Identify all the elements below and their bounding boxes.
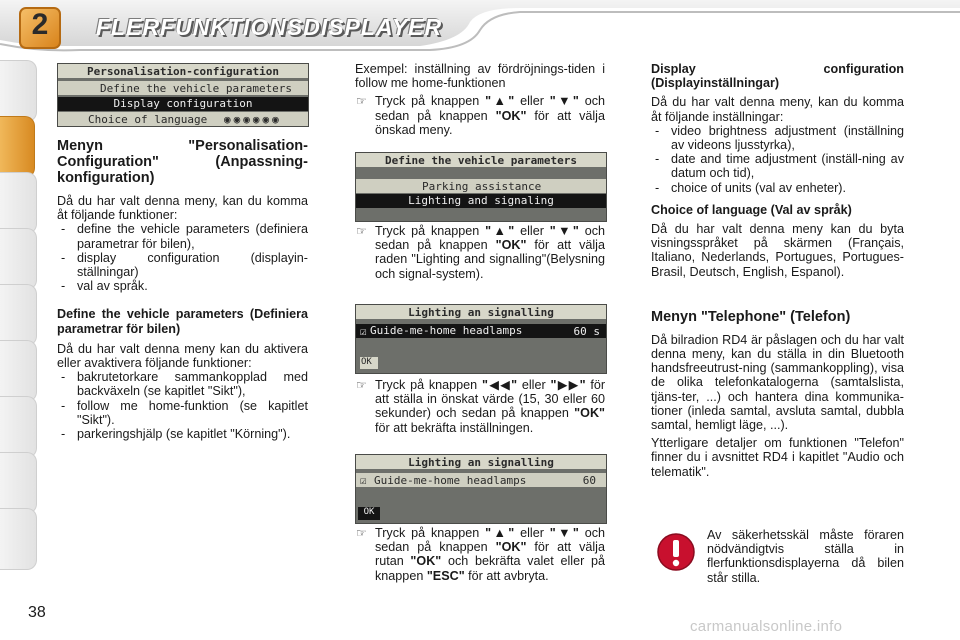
paragraph: Då du har valt denna meny kan du aktivera eller avaktivera följande funktioner: bbox=[57, 341, 308, 371]
paragraph: Då bilradion RD4 är påslagen och du har valt denna meny, kan du ställa in din Bluetooth handsfreeutrust-ning (sammankoppling), visa de olika telefonkatalogerna (samtalslista, tjäns-ter, ...) och hantera dina kommunika-tioner (inleda samtal, avsluta samtal, dubbla samtal, hemligt läge, ...). bbox=[651, 332, 904, 433]
step-4: ☞ Tryck på knappen "▲" eller "▼" och sedan på knappen "OK" för att välja rutan "OK" och bekräfta valet eller på knappen "ESC" för att avbryta. bbox=[356, 526, 606, 583]
list-item: - define the vehicle parameters (definiera parametrar för bilen), bbox=[57, 222, 308, 250]
lcd-value: 60 bbox=[582, 474, 596, 487]
lcd-title: Lighting an signalling bbox=[408, 456, 554, 469]
sub-heading: Choice of language (Val av språk) bbox=[651, 202, 852, 217]
step-1: ☞ Tryck på knappen "▲" eller "▼" och sedan på knappen "OK" för att välja önskad meny. bbox=[356, 94, 606, 137]
section-heading: Menyn "Telephone" (Telefon) bbox=[651, 308, 851, 325]
list-item: - bakrutetorkare sammankopplad med backväxeln (se kapitlet "Sikt"), bbox=[57, 370, 308, 398]
column-2-intro bbox=[355, 62, 605, 137]
side-tab[interactable] bbox=[0, 284, 37, 346]
paragraph: Ytterligare detaljer om funktionen "Telefon" finner du i avsnittet RD4 i kapitlet "Audio och telematik". bbox=[651, 436, 904, 479]
lcd-ok-box: OK bbox=[361, 357, 372, 367]
side-tab[interactable] bbox=[0, 172, 37, 234]
lcd-lighting-selected bbox=[355, 304, 607, 374]
lcd-ok-box-selected: OK bbox=[358, 507, 380, 520]
page-number: 38 bbox=[28, 604, 46, 621]
pointing-hand-icon: ☞ bbox=[356, 94, 367, 109]
side-tab[interactable] bbox=[0, 508, 37, 570]
side-tab[interactable] bbox=[0, 396, 37, 458]
column-2-step-4 bbox=[355, 526, 605, 583]
paragraph: Då du har valt denna meny, kan du komma åt följande inställningar: bbox=[651, 95, 904, 124]
step-2: ☞ Tryck på knappen "▲" eller "▼" och sedan på knappen "OK" för att välja raden "Lighting and signalling"(Belysning och signal-system). bbox=[356, 224, 606, 281]
sub-heading: Define the vehicle parameters (Definiera parametrar för bilen) bbox=[57, 307, 308, 336]
list-item: - val av språk. bbox=[57, 279, 308, 293]
lcd-item: Parking assistance bbox=[422, 180, 542, 193]
lcd-title: Lighting an signalling bbox=[408, 306, 554, 319]
lcd-item: Choice of language bbox=[88, 113, 208, 126]
lcd-title: Define the vehicle parameters bbox=[384, 154, 578, 167]
side-tab-active[interactable] bbox=[0, 116, 35, 178]
side-tab[interactable] bbox=[0, 228, 37, 290]
lcd-value: 60 s bbox=[573, 325, 600, 338]
lcd-selected-item: Display configuration bbox=[58, 97, 308, 111]
list-item: - choice of units (val av enheter). bbox=[651, 181, 904, 195]
pointing-hand-icon: ☞ bbox=[356, 526, 367, 540]
lcd-title: Personalisation-configuration bbox=[86, 65, 280, 78]
lcd-vehicle-parameters bbox=[355, 152, 607, 222]
paragraph: Då du har valt denna meny, kan du komma åt följande funktioner: bbox=[57, 194, 308, 223]
side-tab[interactable] bbox=[0, 340, 37, 402]
example-text: Exempel: inställning av fördröjnings-tiden i follow me home-funktionen bbox=[355, 62, 605, 91]
pointing-hand-icon: ☞ bbox=[356, 378, 367, 392]
step-3: ☞ Tryck på knappen "◀◀" eller "▶▶" för att ställa in önskat värde (15, 30 eller 60 sekunder) och sedan på knappen "OK" för att bekräfta inställningen. bbox=[356, 378, 606, 435]
column-1 bbox=[57, 138, 308, 441]
side-tab[interactable] bbox=[0, 60, 37, 122]
checkbox-icon: ☑ bbox=[360, 474, 367, 487]
lcd-lighting-ok bbox=[355, 454, 607, 524]
column-2-step-3 bbox=[355, 378, 605, 435]
chapter-number: 2 bbox=[31, 8, 49, 41]
safety-warning: Av säkerhetsskäl måste föraren nödvändigtvis ställa in flerfunktionsdisplayerna då bilen står stilla. bbox=[707, 528, 904, 585]
checkbox-icon: ☑ bbox=[360, 325, 367, 338]
column-2-step-2 bbox=[355, 224, 605, 281]
lcd-selected-item: Lighting and signaling bbox=[356, 194, 606, 208]
list-item: - display configuration (displayin-ställningar) bbox=[57, 251, 308, 279]
lcd-item: Guide-me-home headlamps bbox=[374, 474, 527, 487]
function-list bbox=[57, 222, 308, 293]
side-tab[interactable] bbox=[0, 452, 37, 514]
page-title: FLERFUNKTIONSDISPLAYER bbox=[96, 14, 443, 40]
sub-heading: Display configuration (Displayinställningar) bbox=[651, 62, 904, 91]
warning-icon bbox=[656, 532, 696, 572]
list-item: - follow me home-funktion (se kapitlet "Sikt"). bbox=[57, 399, 308, 427]
column-3 bbox=[651, 62, 904, 479]
section-heading: Menyn "Personalisation-Configuration" (Anpassning-konfiguration) bbox=[57, 138, 308, 186]
watermark: carmanualsonline.info bbox=[690, 618, 843, 635]
lcd-personalisation-menu bbox=[57, 63, 309, 127]
lcd-item: Define the vehicle parameters bbox=[100, 82, 293, 95]
list-item: - parkeringshjälp (se kapitlet "Körning"). bbox=[57, 427, 308, 441]
parameter-list bbox=[57, 370, 308, 441]
pointing-hand-icon: ☞ bbox=[356, 224, 367, 238]
paragraph: Då du har valt denna meny kan du byta visningsspråket på skärmen (Français, Italiano, Nederlands, Portugues, Portugues-Brasil, Deutsch, English, Espanol). bbox=[651, 222, 904, 279]
lcd-selected-item: Guide-me-home headlamps bbox=[356, 324, 606, 338]
list-item: - video brightness adjustment (inställning av videons ljusstyrka), bbox=[651, 124, 904, 152]
list-item: - date and time adjustment (inställ-ning av datum och tid), bbox=[651, 152, 904, 180]
display-settings-list bbox=[651, 124, 904, 195]
flag-icons: ◉◉◉◉◉◉ bbox=[224, 113, 282, 126]
